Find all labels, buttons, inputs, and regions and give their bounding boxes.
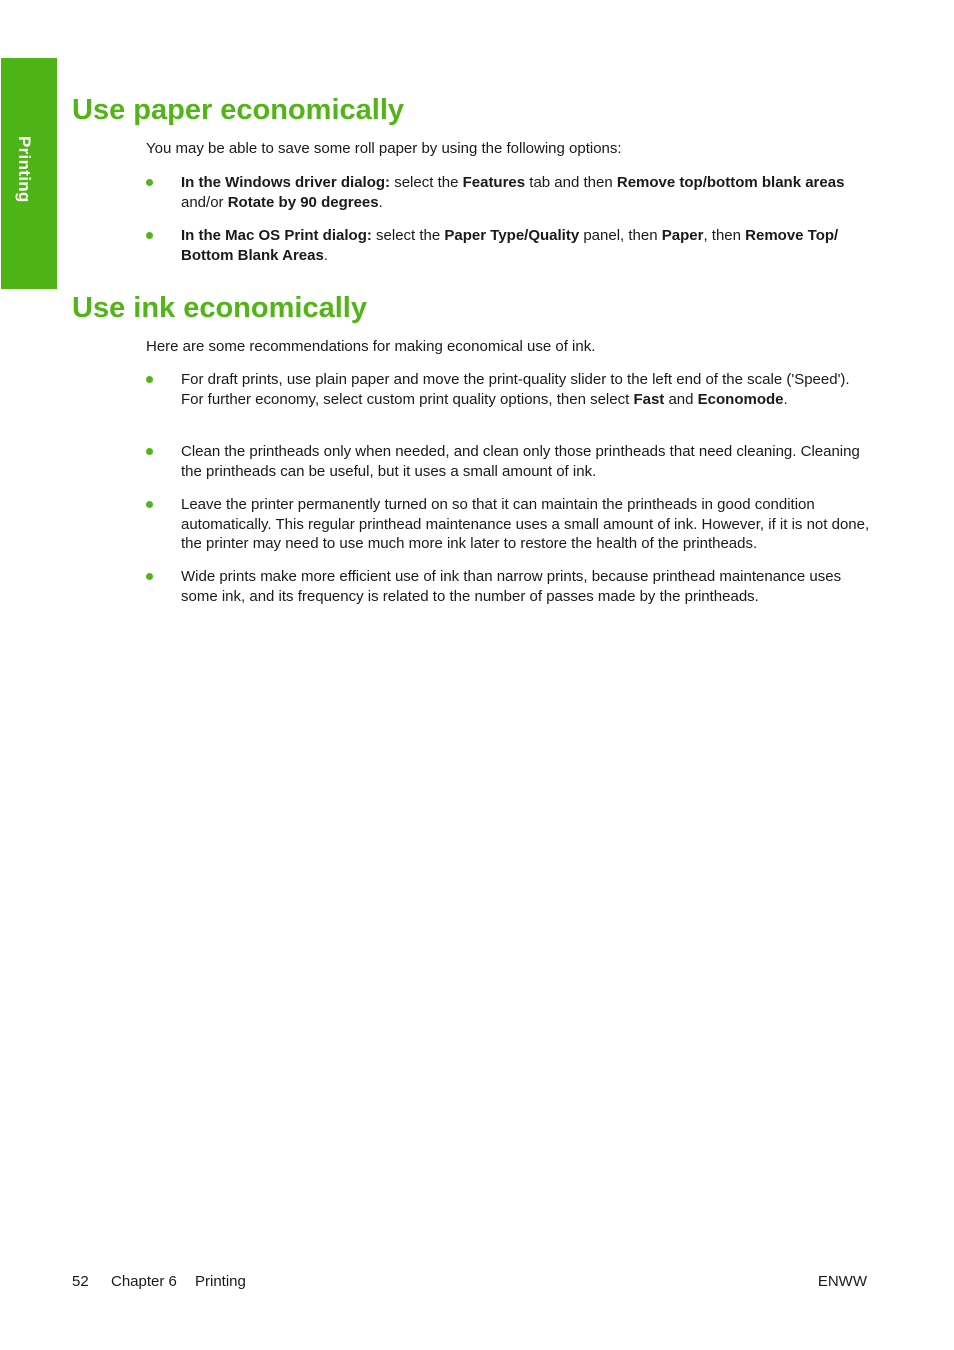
bold-run: Economode	[697, 390, 784, 408]
text-run: and	[664, 390, 698, 408]
list-item-text	[181, 226, 870, 265]
page-number: 52	[72, 1273, 89, 1290]
bold-run: Remove top/bottom blank areas	[616, 174, 845, 191]
text-run: and/or	[181, 193, 228, 211]
side-tab-label: Printing	[15, 136, 34, 203]
list-item	[146, 370, 870, 409]
bullet-icon	[146, 573, 153, 580]
bold-run: In the Mac OS Print dialog:	[181, 227, 372, 244]
footer-chapter-title: Printing	[195, 1273, 246, 1290]
section-title-paper: Use paper economically	[72, 94, 405, 126]
list-item-text	[181, 495, 870, 554]
text-run: .	[323, 246, 328, 264]
list-item	[146, 495, 870, 554]
bold-run: Paper	[661, 227, 704, 244]
bullet-icon	[146, 179, 153, 186]
list-item	[146, 442, 870, 481]
section-intro-paper: You may be able to save some roll paper by using the following options:	[146, 140, 622, 157]
text-run: .	[783, 390, 788, 408]
text-run: select the	[390, 174, 463, 191]
footer-chapter: Chapter 6	[111, 1273, 177, 1290]
list-item	[146, 226, 870, 265]
text-run: Clean the printheads only when needed, and clean only those printheads that need cleaning. Cleaning the printheads can be useful, but it uses a small amount of ink.	[181, 443, 860, 480]
list-item-text	[181, 567, 870, 606]
footer-right: ENWW	[817, 1273, 867, 1290]
section-intro-ink: Here are some recommendations for making economical use of ink.	[146, 338, 596, 355]
text-run: Leave the printer permanently turned on so that it can maintain the printheads in good condition automatically. This regular printhead maintenance uses a small amount of ink. However, if it is not done, the printer may need to use much more ink later to restore the health of the printheads.	[181, 496, 870, 552]
section-title-ink: Use ink economically	[72, 292, 367, 324]
text-run: Wide prints make more efficient use of ink than narrow prints, because printhead maintenance uses some ink, and its frequency is related to the number of passes made by the printheads.	[181, 568, 842, 605]
list-item-text	[181, 442, 870, 481]
bullet-icon	[146, 448, 153, 455]
text-run: , then	[703, 227, 746, 244]
text-run: .	[378, 193, 383, 211]
bold-run: Rotate by 90 degrees	[227, 193, 379, 211]
bold-run: Fast	[633, 390, 665, 408]
bullet-icon	[146, 376, 153, 383]
list-item-text	[181, 370, 870, 409]
bold-run: Paper Type/Quality	[444, 227, 580, 244]
text-run: For draft prints, use plain paper and move the print-quality slider to the left end of the scale ('Speed'). For further economy, select custom print quality options, then select	[181, 371, 850, 408]
list-item	[146, 173, 870, 212]
text-run: tab and then	[525, 174, 617, 191]
text-run: panel, then	[579, 227, 662, 244]
bold-run: Remove Top/ Bottom Blank Areas	[181, 227, 839, 264]
list-item-text	[181, 173, 870, 212]
bold-run: In the Windows driver dialog:	[181, 174, 391, 191]
text-run: select the	[371, 227, 445, 244]
bullet-icon	[146, 232, 153, 239]
bullet-icon	[146, 501, 153, 508]
bold-run: Features	[462, 174, 526, 191]
list-item	[146, 567, 870, 606]
